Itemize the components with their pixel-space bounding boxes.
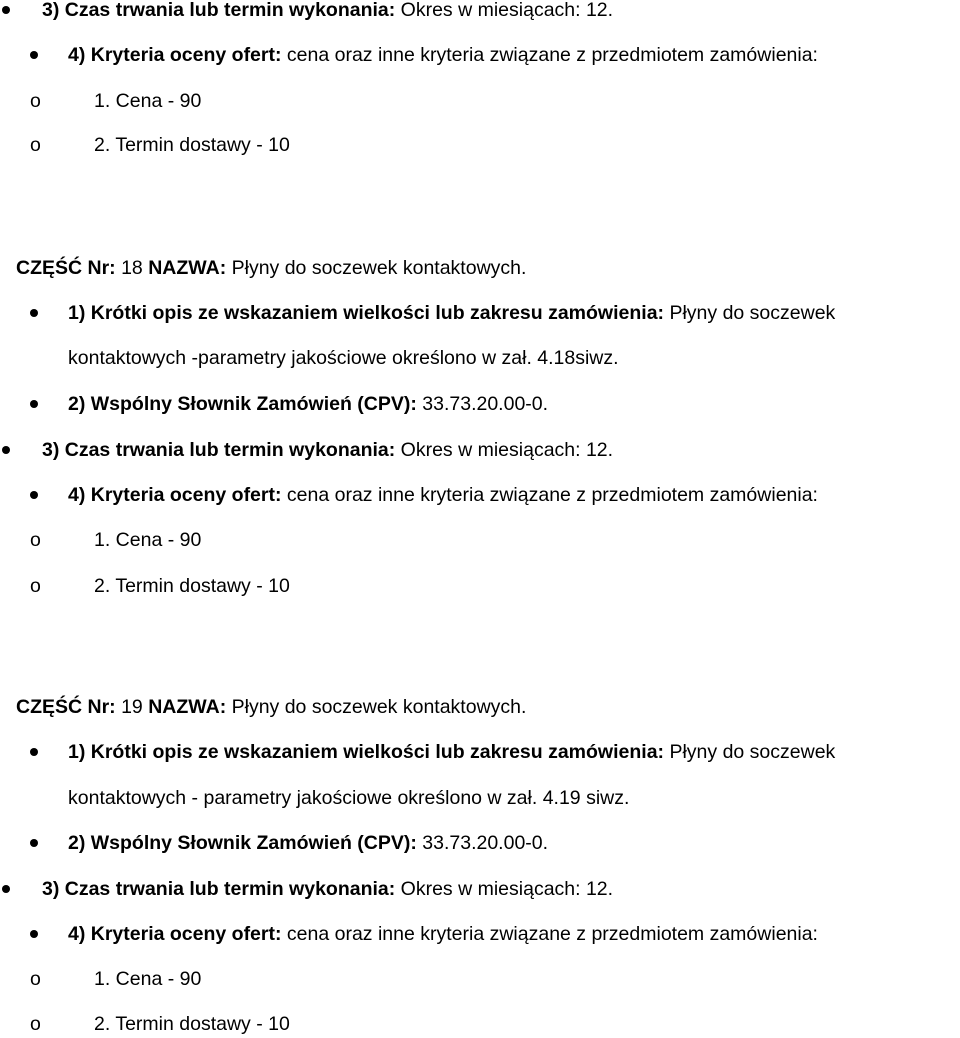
bullet-icon [30,748,38,756]
bullet-icon [30,309,38,317]
bullet-icon [2,446,10,454]
circle-bullet-icon: o [30,90,41,112]
criterion-text: 1. Cena - 90 [94,90,202,112]
circle-bullet-icon: o [30,529,41,551]
circle-bullet-icon: o [30,134,41,156]
bullet-icon [30,400,38,408]
circle-bullet-icon: o [30,1013,41,1035]
criterion-text: 2. Termin dostawy - 10 [94,134,290,156]
circle-bullet-icon: o [30,968,41,990]
circle-bullet-icon: o [30,575,41,597]
bullet-icon [2,885,10,893]
bullet-icon [30,930,38,938]
bullet-icon [30,51,38,59]
bullet-icon [2,6,10,14]
duration-text: 3) Czas trwania lub termin wykonania: Okres w miesiącach: 12. [42,0,614,21]
bullet-icon [30,491,38,499]
criteria-text: 4) Kryteria oceny ofert: cena oraz inne kryteria związane z przedmiotem zamówienia: [68,44,818,66]
bullet-icon [30,839,38,847]
